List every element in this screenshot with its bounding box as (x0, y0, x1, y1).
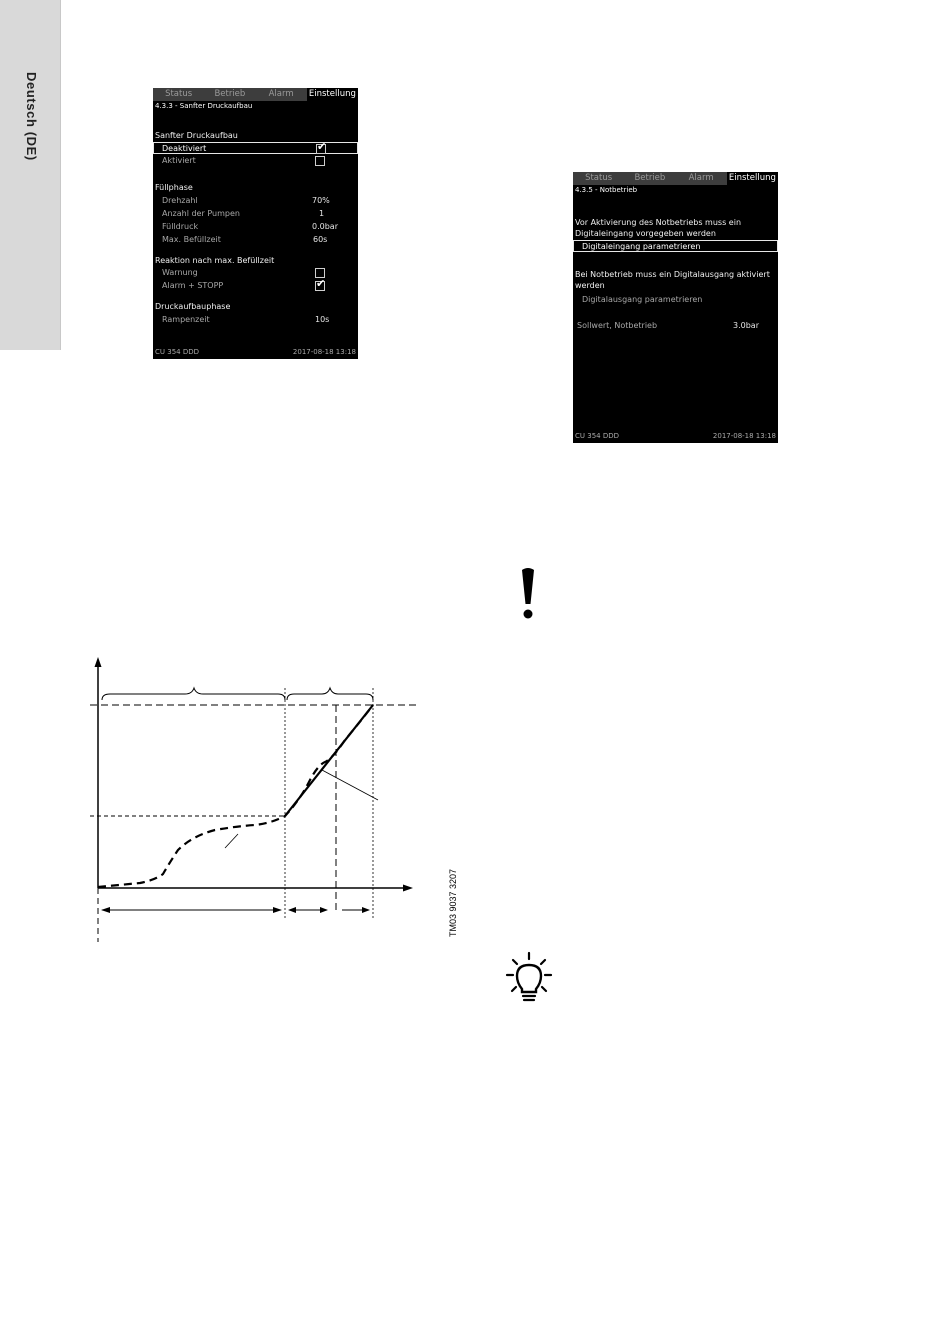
fill-phase-header (153, 182, 358, 194)
setting-value: 60s (313, 235, 328, 244)
digital-input-button[interactable] (573, 240, 778, 252)
actual-pressure-curve (98, 705, 373, 887)
option-label: Deaktiviert (162, 144, 207, 153)
option-aktiviert[interactable] (153, 155, 358, 167)
setting-label: Rampenzeit (162, 315, 210, 324)
checkmark-icon: ✔ (317, 140, 327, 153)
setting-label: Fülldruck (162, 222, 199, 231)
tab-alarm[interactable]: Alarm (676, 172, 727, 185)
section-heading: Sanfter Druckaufbau (155, 131, 238, 140)
pressure-leader (225, 834, 238, 848)
tab-status[interactable]: Status (153, 88, 204, 101)
ramp-phase-brace (287, 688, 373, 700)
screen-tabs (573, 172, 778, 185)
screen-tabs (153, 88, 358, 101)
setting-label: Drehzahl (162, 196, 198, 205)
setting-label: Max. Befüllzeit (162, 235, 221, 244)
soft-pressure-header (153, 130, 358, 142)
ramp-time-arrow-left (288, 907, 296, 913)
side-tab-divider (60, 0, 61, 350)
fill-time-arrow-right (273, 907, 282, 913)
info-line (573, 280, 778, 292)
date-time: 2017-08-18 13:18 (292, 348, 356, 356)
controller-id: CU 354 DDD (155, 348, 199, 356)
tab-betrieb[interactable]: Betrieb (624, 172, 675, 185)
delay-arrow-right (362, 907, 370, 913)
setting-max-befuellzeit[interactable] (153, 234, 358, 246)
option-label: Alarm + STOPP (162, 281, 224, 290)
screen-title: 4.3.3 - Sanfter Druckaufbau (155, 102, 253, 110)
setting-value: 0.0bar (312, 222, 338, 231)
screen-footer (575, 432, 776, 442)
controller-id: CU 354 DDD (575, 432, 619, 440)
checkmark-icon: ✔ (316, 277, 326, 290)
info-text: Vor Aktivierung des Notbetriebs muss ein (575, 218, 742, 227)
screen-footer (155, 348, 356, 358)
setting-value: 10s (315, 315, 330, 324)
tab-alarm[interactable]: Alarm (256, 88, 307, 101)
info-text: werden (575, 281, 605, 290)
x-axis-arrow (403, 885, 413, 892)
checkbox-deaktiviert[interactable] (316, 140, 327, 154)
fill-time-arrow-left (101, 907, 110, 913)
setting-drehzahl[interactable] (153, 195, 358, 207)
setting-label: Anzahl der Pumpen (162, 209, 240, 218)
display-screen-soft-pressure (153, 88, 358, 359)
setpoint-ramp-curve (285, 705, 373, 816)
button-label: Digitalausgang parametrieren (582, 295, 703, 304)
checkbox-aktiviert[interactable] (315, 156, 325, 166)
setting-fuelldruck[interactable] (153, 221, 358, 233)
tab-einstellung[interactable]: Einstellung (727, 172, 778, 185)
option-warnung[interactable] (153, 267, 358, 279)
setting-value: 70% (312, 196, 330, 205)
language-side-tab (0, 0, 60, 350)
info-text: Digitaleingang vorgegeben werden (575, 229, 716, 238)
option-alarm-stopp[interactable] (153, 277, 358, 292)
fill-phase-brace (102, 688, 285, 700)
setting-anzahl-pumpen[interactable] (153, 208, 358, 220)
ramp-time-arrow-right (320, 907, 328, 913)
setting-rampenzeit[interactable] (153, 314, 358, 326)
option-deaktiviert[interactable] (153, 142, 358, 154)
setting-value: 1 (319, 209, 325, 218)
section-heading: Druckaufbauphase (155, 302, 231, 311)
reaction-header (153, 255, 358, 267)
section-heading: Füllphase (155, 183, 193, 192)
display-screen-emergency-operation (573, 172, 778, 443)
option-label: Aktiviert (162, 156, 196, 165)
setting-sollwert-notbetrieb[interactable] (573, 320, 778, 332)
digital-output-button[interactable] (573, 294, 778, 306)
setting-value: 3.0bar (733, 321, 759, 330)
screen-title: 4.3.5 - Notbetrieb (575, 186, 638, 194)
date-time: 2017-08-18 13:18 (712, 432, 776, 440)
checkbox-alarm-stopp[interactable] (315, 277, 326, 291)
button-label: Digitaleingang parametrieren (582, 242, 701, 251)
info-line (573, 228, 778, 240)
option-label: Warnung (162, 268, 198, 277)
y-axis-arrow (95, 657, 102, 667)
figure-code: TM03 9037 3207 (448, 868, 458, 937)
tab-status[interactable]: Status (573, 172, 624, 185)
setting-label: Sollwert, Notbetrieb (577, 321, 658, 330)
exclamation-icon (518, 566, 538, 622)
section-heading: Reaktion nach max. Befüllzeit (155, 256, 275, 265)
light-bulb-icon (503, 950, 555, 1006)
tab-einstellung[interactable]: Einstellung (307, 88, 358, 101)
ramp-leader (322, 770, 378, 800)
language-label: Deutsch (DE) (24, 72, 39, 161)
pressure-build-header (153, 301, 358, 313)
tab-betrieb[interactable]: Betrieb (204, 88, 255, 101)
pressure-buildup-diagram (82, 650, 422, 950)
info-text: Bei Notbetrieb muss ein Digitalausgang aktiviert (575, 270, 770, 279)
